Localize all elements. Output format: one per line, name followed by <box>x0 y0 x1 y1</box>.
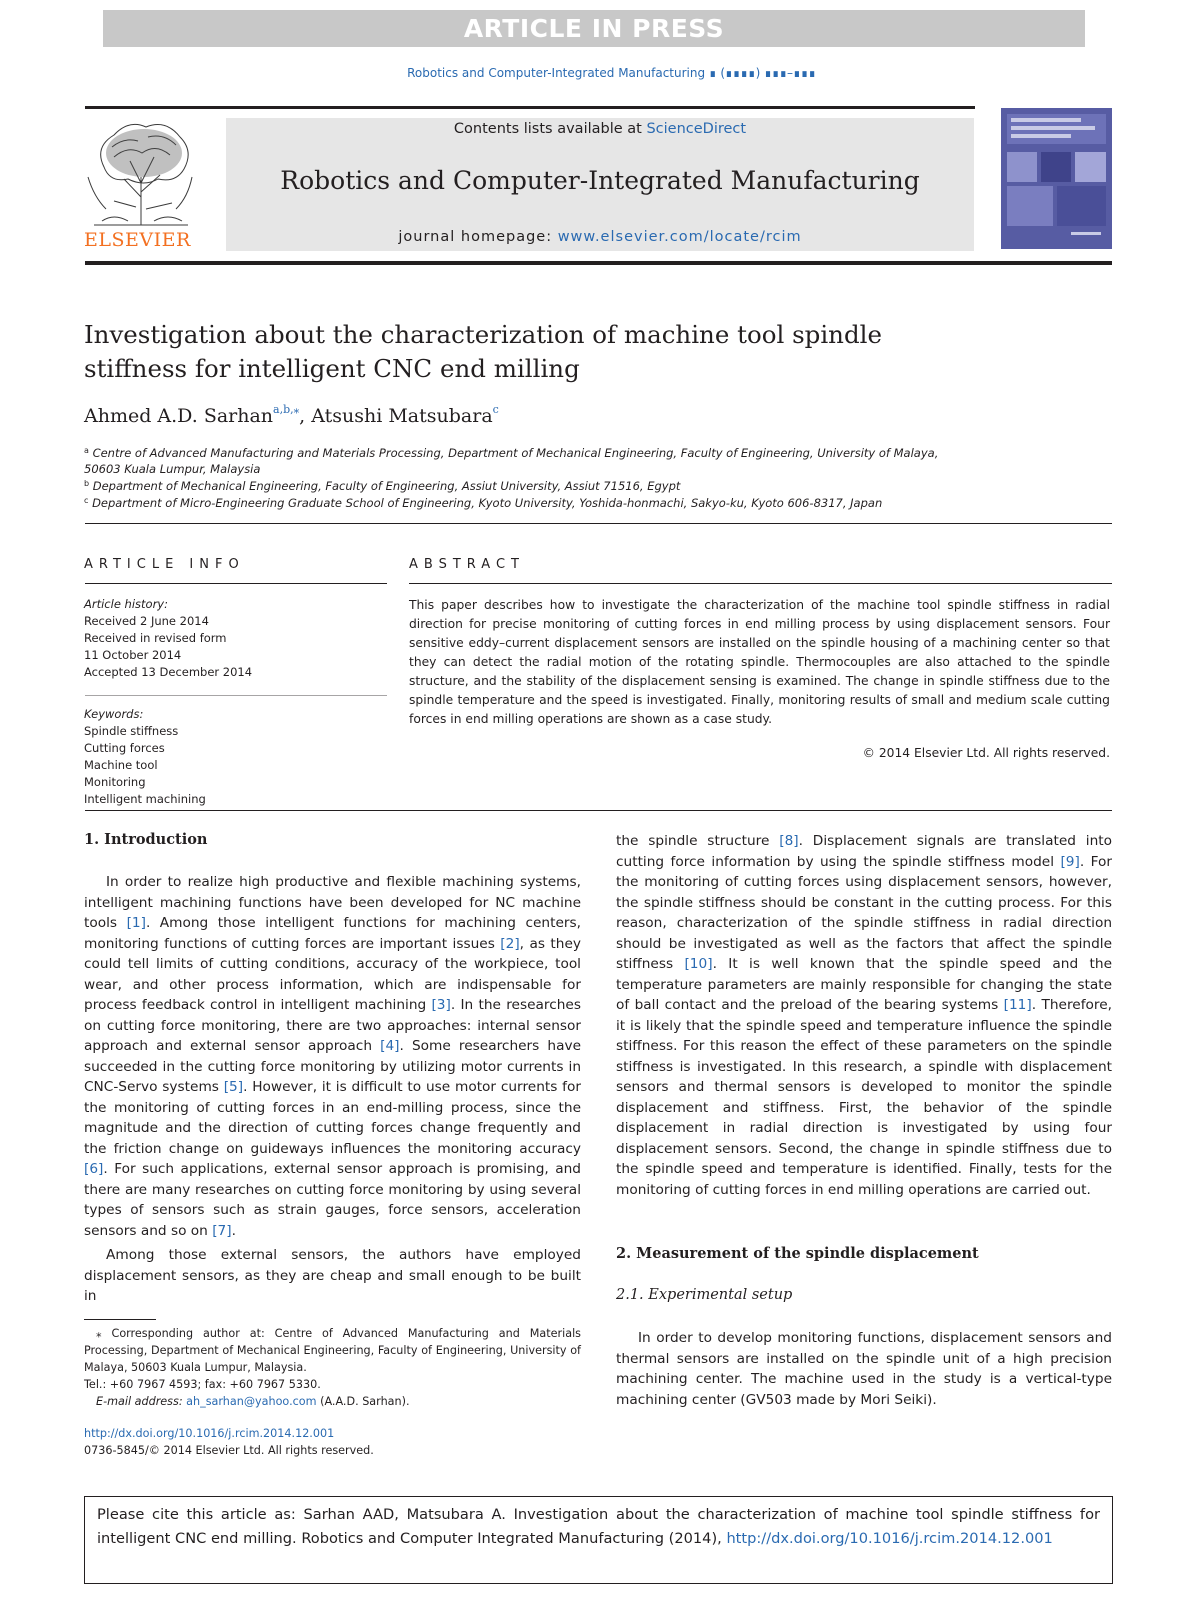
header-bottom-rule <box>85 261 1112 265</box>
citation-1[interactable]: [1] <box>126 915 146 931</box>
contents-line <box>226 121 974 137</box>
corresponding-author-footnote <box>84 1325 581 1410</box>
intro-text: . However, it is difficult to use motor currents for the monitoring of cutting forces in an end-milling process, since the magnitude and the direction of cutting forces change frequently and the friction change on guideways influences the monitoring accuracy <box>84 1079 581 1157</box>
homepage-line <box>226 229 974 245</box>
history-item: Received 2 June 2014 <box>84 614 209 628</box>
abstract-text: This paper describes how to investigate the characterization of the machine tool spindle stiffness in radial direction for precise monitoring of cutting forces in end milling process by using displacement sensors. Four sensitive eddy–current displacement sensors are installed on the spindle housing of a machining center so that they can detect the radial motion of the rotating spindle. Thermocouples are also attached to the spindle structure, and the stability of the displacement sensing is examined. The change in spindle stiffness due to the spindle temperature and the speed is investigated. Finally, monitoring results of small and medium scale cutting forces in end milling operations are shown as a case study. <box>409 598 1110 726</box>
article-in-press-banner <box>103 10 1085 47</box>
email-link[interactable]: ah_sarhan@yahoo.com <box>186 1395 317 1408</box>
keywords <box>84 706 206 808</box>
sciencedirect-link[interactable]: ScienceDirect <box>646 121 747 137</box>
journal-masthead <box>226 118 974 251</box>
affil-mark-c: c <box>84 496 89 505</box>
affil-c-line1: Department of Micro-Engineering Graduate School of Engineering, Kyoto University, Yoshida-honmachi, Sakyo-ku, Kyoto 606-8317, Japan <box>92 496 883 510</box>
author-list <box>84 403 499 427</box>
affiliation-b <box>84 476 964 494</box>
article-history <box>84 596 252 681</box>
citation-4[interactable]: [4] <box>380 1038 400 1054</box>
citation-2[interactable]: [2] <box>500 935 520 952</box>
affil-mark-b: b <box>84 479 90 488</box>
doi-link[interactable]: http://dx.doi.org/10.1016/j.rcim.2014.12.001 <box>84 1427 335 1440</box>
intro-text: . For such applications, external sensor approach is promising, and there are many researches on cutting force monitoring by using several types of sensors such as strain gauges, force sensors, acceleration sensors and so on <box>84 1161 581 1239</box>
body-text: . Displacement signals are translated into cutting force information by using the spindle stiffness model <box>616 833 1113 870</box>
abstract-bottom-rule <box>85 810 1112 811</box>
cite-doi-link[interactable]: http://dx.doi.org/10.1016/j.rcim.2014.12.001 <box>726 1530 1053 1547</box>
setup-paragraph: In order to develop monitoring functions, displacement sensors and thermal sensors are installed on the spindle unit of a high precision machining center. The machine used in the study is a vertical-type machining center (GV503 made by Mori Seiki). <box>616 1330 1112 1408</box>
keyword: Spindle stiffness <box>84 724 179 738</box>
issn-line: 0736-5845/© 2014 Elsevier Ltd. All rights reserved. <box>84 1444 374 1457</box>
affil-mark-a: a <box>84 446 89 455</box>
author-1[interactable]: Ahmed A.D. Sarhan <box>84 405 274 427</box>
section-1-heading: 1. Introduction <box>84 831 208 848</box>
keyword: Machine tool <box>84 758 158 772</box>
affiliation-rule <box>85 523 1112 524</box>
footnote-rule <box>84 1319 156 1320</box>
author-2-affil-mark[interactable]: c <box>492 403 499 416</box>
doi-block <box>84 1425 374 1459</box>
intro-text: . Some researchers have succeeded in the cutting force monitoring by utilizing motor currents in CNC-Servo systems <box>84 1038 582 1095</box>
abstract-rule <box>409 583 1112 584</box>
keyword: Monitoring <box>84 775 146 789</box>
section-2-heading: 2. Measurement of the spindle displacement <box>616 1245 979 1262</box>
article-info-heading: ARTICLE INFO <box>84 557 245 572</box>
affiliation-c <box>84 493 964 511</box>
please-cite-box <box>84 1496 1113 1584</box>
running-head[interactable]: Robotics and Computer-Integrated Manufacturing ∎ (∎∎∎∎) ∎∎∎–∎∎∎ <box>407 66 816 80</box>
email-label: E-mail address: <box>96 1395 187 1408</box>
footnote-corr: ⁎ Corresponding author at: Centre of Advanced Manufacturing and Materials Processing, Department of Mechanical Engineering, Faculty of Engineering, University of Malaya, 50603 Kuala Lumpur, Malaysia. <box>84 1327 581 1374</box>
keywords-label: Keywords: <box>84 707 144 721</box>
citation-9[interactable]: [9] <box>1060 853 1080 870</box>
journal-title: Robotics and Computer-Integrated Manufacturing <box>280 166 920 195</box>
body-text: . It is well known that the spindle speed and the temperature parameters are mainly responsible for changing the state of ball contact and the preload of the bearing systems <box>616 956 1112 1013</box>
history-item: Accepted 13 December 2014 <box>84 665 253 679</box>
right-column-paragraph <box>616 831 1112 1200</box>
body-text: the spindle structure <box>616 833 780 849</box>
author-separator: , <box>299 405 312 427</box>
elsevier-wordmark: ELSEVIER <box>84 229 191 251</box>
intro-paragraph-1 <box>84 872 581 1241</box>
intro-text: . Among those intelligent functions for machining centers, monitoring functions of cutting forces are important issues <box>84 915 582 952</box>
affil-a-line1: Centre of Advanced Manufacturing and Materials Processing, Department of Mechanical Engineering, Faculty of Engineering, University of Malaya, <box>92 446 939 460</box>
intro-paragraph-2: Among those external sensors, the authors have employed displacement sensors, as they are cheap and small enough to be built in <box>84 1247 581 1304</box>
history-keywords-divider <box>85 695 387 696</box>
journal-cover-image <box>1001 108 1112 249</box>
intro-text: . In the researches on cutting force monitoring, there are two approaches: internal sensor approach and external sensor approach <box>84 997 581 1054</box>
homepage-link[interactable]: www.elsevier.com/locate/rcim <box>557 229 802 245</box>
affil-b-line1: Department of Mechanical Engineering, Faculty of Engineering, Assiut University, Assiut 71516, Egypt <box>92 479 681 493</box>
header-top-rule <box>85 106 975 109</box>
author-2[interactable]: Atsushi Matsubara <box>311 405 493 427</box>
body-text: . Therefore, it is likely that the spindle speed and temperature influence the spindle stiffness. For this reason the effect of these parameters on the spindle stiffness is investigated. In this research, a spindle with displacement sensors and thermal sensors is developed to monitor the spindle displacement and stiffness. First, the behavior of the spindle displacement in radial direction is investigated by using four displacement sensors. Second, the change in spindle stiffness due to the spindle speed and temperature is identified. Finally, tests for the monitoring of cutting forces in end milling operations are carried out. <box>616 997 1112 1198</box>
email-suffix: (A.A.D. Sarhan). <box>316 1395 410 1408</box>
footnote-email-line <box>84 1393 581 1410</box>
cite-text: Please cite this article as: Sarhan AAD, Matsubara A. Investigation about the characterization of machine tool spindle stiffness for intelligent CNC end milling. Robotics and Computer Integrated Manufacturing (2014), <box>97 1506 1100 1547</box>
footnote-tel: Tel.: +60 7967 4593; fax: +60 7967 5330. <box>84 1378 321 1391</box>
abstract-heading: ABSTRACT <box>409 557 525 572</box>
intro-text: In order to realize high productive and flexible machining systems, intelligent machining functions have been developed for NC machine tools <box>84 874 581 931</box>
citation-6[interactable]: [6] <box>84 1161 104 1177</box>
title-line-2: stiffness for intelligent CNC end milling <box>84 354 580 383</box>
citation-5[interactable]: [5] <box>223 1079 244 1095</box>
keyword: Cutting forces <box>84 741 165 755</box>
title-line-1: Investigation about the characterization of machine tool spindle <box>84 320 882 349</box>
author-1-affil-marks[interactable]: a,b,⁎ <box>273 403 300 416</box>
affil-a-line2: 50603 Kuala Lumpur, Malaysia <box>84 462 261 476</box>
intro-text: . <box>231 1222 236 1239</box>
citation-10[interactable]: [10] <box>684 956 713 972</box>
keyword: Intelligent machining <box>84 792 206 806</box>
contents-prefix: Contents lists available at <box>453 121 647 137</box>
citation-8[interactable]: [8] <box>779 833 799 849</box>
intro-text: , as they could tell limits of cutting conditions, accuracy of the workpiece, tool wear, and other process information, which are indispensable for process feedback control in intelligent machining <box>84 935 581 1013</box>
citation-3[interactable]: [3] <box>431 997 451 1013</box>
abstract-copyright: © 2014 Elsevier Ltd. All rights reserved. <box>862 746 1110 760</box>
article-title <box>84 318 964 386</box>
citation-11[interactable]: [11] <box>1003 997 1032 1013</box>
citation-7[interactable]: [7] <box>212 1222 232 1239</box>
affiliation-a <box>84 443 964 477</box>
article-info-rule <box>85 583 387 584</box>
history-item: Received in revised form <box>84 631 227 645</box>
history-item: 11 October 2014 <box>84 648 182 662</box>
banner-text: ARTICLE IN PRESS <box>463 14 725 43</box>
subsection-2-1-heading: 2.1. Experimental setup <box>616 1287 793 1303</box>
elsevier-tree-logo <box>84 117 198 229</box>
homepage-prefix: journal homepage: <box>398 229 558 245</box>
history-label: Article history: <box>84 597 168 611</box>
body-text: . For the monitoring of cutting forces using displacement sensors, however, the spindle stiffness should be constant in the cutting process. For this reason, characterization of the spindle stiffness in radial direction should be investigated as well as the factors that affect the spindle stiffness <box>616 853 1112 972</box>
